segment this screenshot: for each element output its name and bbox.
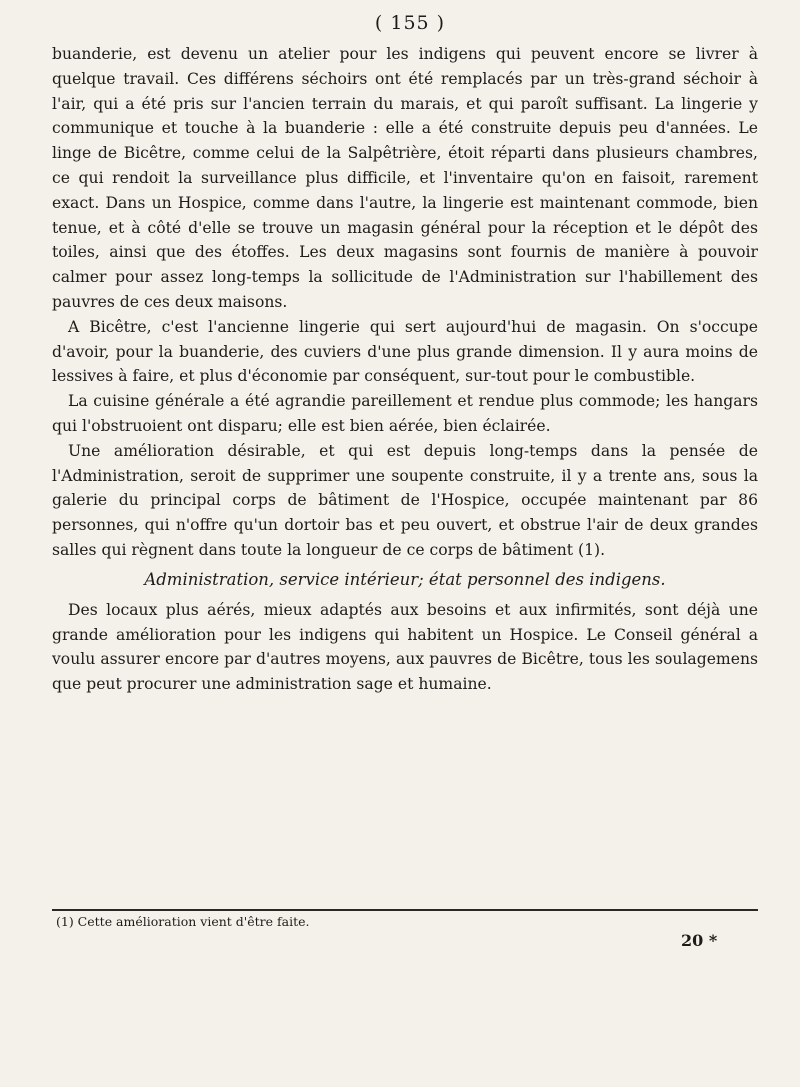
page-number: ( 155 ) bbox=[374, 12, 446, 34]
page-body bbox=[52, 42, 758, 697]
paragraph-cuisine: La cuisine générale a été agrandie pareillement et rendue plus commode; les hangars qui l'obstruoient ont disparu; elle est bien aérée, bien éclairée. bbox=[52, 392, 758, 435]
paragraph-bicetre-magasin: A Bicêtre, c'est l'ancienne lingerie qui sert aujourd'hui de magasin. On s'occupe d'avoir, pour la buanderie, des cuviers d'une plus grande dimension. Il y aura moins de lessives à faire, et plus d'économie par conséquent, sur-tout pour le combustible. bbox=[52, 317, 758, 386]
section-heading: Administration, service intérieur; état personnel des indigens. bbox=[144, 569, 666, 589]
footnote-rule bbox=[52, 909, 758, 911]
signature-mark: 20 * bbox=[681, 931, 718, 950]
footnote: (1) Cette amélioration vient d'être faite. bbox=[56, 914, 310, 929]
paragraph-soupente: Une amélioration désirable, et qui est depuis long-temps dans la pensée de l'Administration, seroit de supprimer une soupente construite, il y a trente ans, sous la galerie du principal corps de bâtiment de l'Hospice, occupée maintenant par 86 personnes, qui n'offre qu'un dortoir bas et peu ouvert, et obstrue l'air de deux grandes salles qui règnent dans toute la longueur de ce corps de bâtiment (1). bbox=[52, 441, 758, 559]
paragraph-buanderie: buanderie, est devenu un atelier pour les indigens qui peuvent encore se livrer à quelque travail. Ces différens séchoirs ont été remplacés par un très-grand séchoir à l'air, qui a été pris sur l'ancien terrain du marais, et qui paroît suffisant. La lingerie y communique et touche à la buanderie : elle a été construite depuis peu d'années. Le linge de Bicêtre, comme celui de la Salpêtrière, étoit réparti dans plusieurs chambres, ce qui rendoit la surveillance plus difficile, et l'inventaire qu'on en faisoit, rarement exact. Dans un Hospice, comme dans l'autre, la lingerie est maintenant commode, bien tenue, et à côté d'elle se trouve un magasin général pour la réception et le dépôt des toiles, ainsi que des étoffes. Les deux magasins sont fournis de manière à pouvoir calmer pour assez long-temps la sollicitude de l'Administration sur l'habillement des pauvres de ces deux maisons. bbox=[52, 45, 758, 311]
paragraph-locaux: Des locaux plus aérés, mieux adaptés aux besoins et aux infirmités, sont déjà une grande amélioration pour les indigens qui habitent un Hospice. Le Conseil général a voulu assurer encore par d'autres moyens, aux pauvres de Bicêtre, tous les soulagemens que peut procurer une administration sage et humaine. bbox=[52, 600, 758, 694]
